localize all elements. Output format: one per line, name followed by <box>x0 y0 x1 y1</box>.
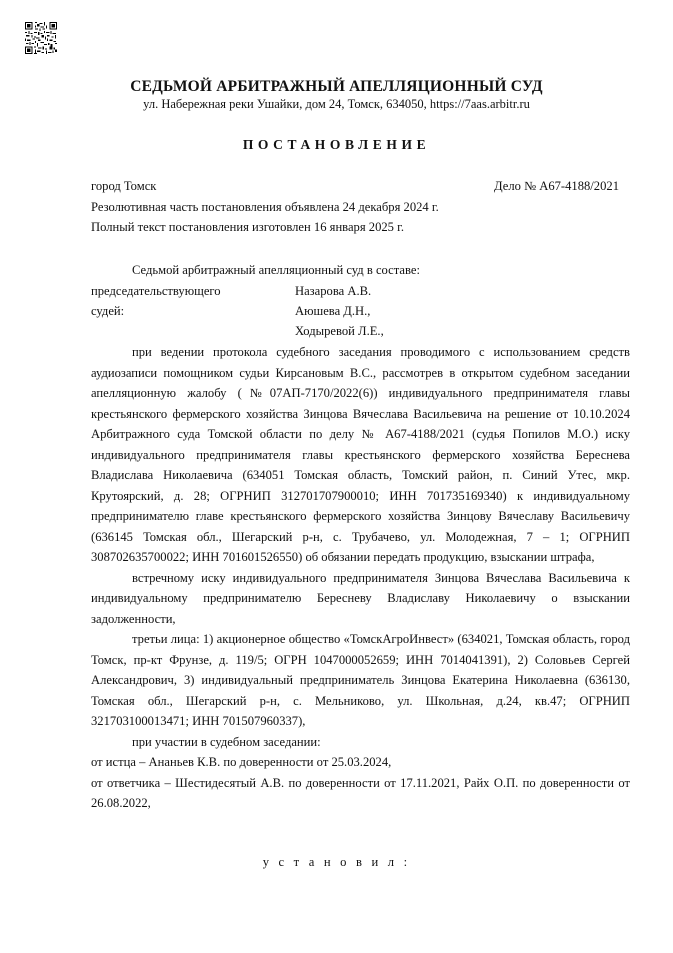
judge-1: Аюшева Д.Н., <box>295 304 371 318</box>
court-address: ул. Набережная реки Ушайки, дом 24, Томск, 634050, https://7aas.arbitr.ru <box>143 97 530 111</box>
city: город Томск <box>91 179 157 193</box>
paragraph-defendant-rep: от ответчика – Шестидесятый А.В. по доверенности от 17.11.2021, Райх О.П. по доверенности от 26.08.2022, <box>91 775 630 810</box>
paragraph-protocol: при ведении протокола судебного заседания проводимого с использованием средств аудиозаписи помощником судьи Кирсановым В.С., рассмотрев в открытом судебном заседании апелляционную жалобу (№07АП-7170/2022(6)) индивидуального предпринимателя главы крестьянского фермерского хозяйства Зинцова Вячеслава Васильевича на решение от 10.10.2024 Арбитражного суда Томской области по делу № А67-4188/2021 (судья Попилов М.О.) иску индивидуального предпринимателя главы крестьянского фермерского хозяйства Береснева Владислава Николаевича (634051 Томская область, Томский район, п. Синий Утес, мкр. Крутоярский, д. 28; ОГРНИП 312701707900010; ИНН 701735169340) к индивидуальному предпринимателю главе крестьянского фермерского хозяйства Зинцову Вячеславу Васильевичу (636145 Томская обл., Шегарский р-н, с. Трубачево, ул. Молодежная, 7 – 1; ОГРНИП 308702635700022; ИНН 701601526550) об обязании передать продукцию, взыскании штрафа, <box>91 345 630 564</box>
paragraph-participation: при участии в судебном заседании: <box>132 734 321 749</box>
judge-2: Ходыревой Л.Е., <box>295 324 384 338</box>
case-number: Дело № А67-4188/2021 <box>494 179 619 193</box>
paragraph-third-parties: третьи лица: 1) акционерное общество «ТомскАгроИнвест» (634021, Томская область, город Томск, пр-кт Фрунзе, д. 119/5; ОГРН 1047000052659; ИНН 7014041391), 2) Соловьев Сергей Александрович, 3) индивидуальный предприниматель Зинцова Екатерина Николаевна (636130, Томская обл., Шегарский р-н, с. Мельниково, ул. Школьная, д.24, кв.47; ОГРНИП 321703100013471; ИНН 701507960337), <box>91 632 630 728</box>
chair-label: председательствующего <box>91 284 221 298</box>
full-text-date: Полный текст постановления изготовлен 16 января 2025 г. <box>91 220 405 234</box>
judges-label: судей: <box>91 304 125 318</box>
court-name: СЕДЬМОЙ АРБИТРАЖНЫЙ АПЕЛЛЯЦИОННЫЙ СУД <box>130 78 543 95</box>
paragraph-counterclaim: встречному иску индивидуального предпринимателя Зинцова Вячеслава Васильевича к индивидуальному предпринимателю Бересневу Владиславу Николаевичу о взыскании задолженности, <box>91 570 630 626</box>
qr-code-icon <box>25 22 57 54</box>
composition-intro: Седьмой арбитражный апелляционный суд в составе: <box>132 263 420 277</box>
document-type: ПОСТАНОВЛЕНИЕ <box>242 137 431 152</box>
paragraph-plaintiff-rep: от истца – Ананьев К.В. по доверенности от 25.03.2024, <box>91 755 392 769</box>
established-heading: у с т а н о в и л : <box>262 855 411 869</box>
document-body <box>91 342 630 814</box>
chair-name: Назарова А.В. <box>295 284 372 298</box>
operative-part-date: Резолютивная часть постановления объявлена 24 декабря 2024 г. <box>91 200 439 214</box>
